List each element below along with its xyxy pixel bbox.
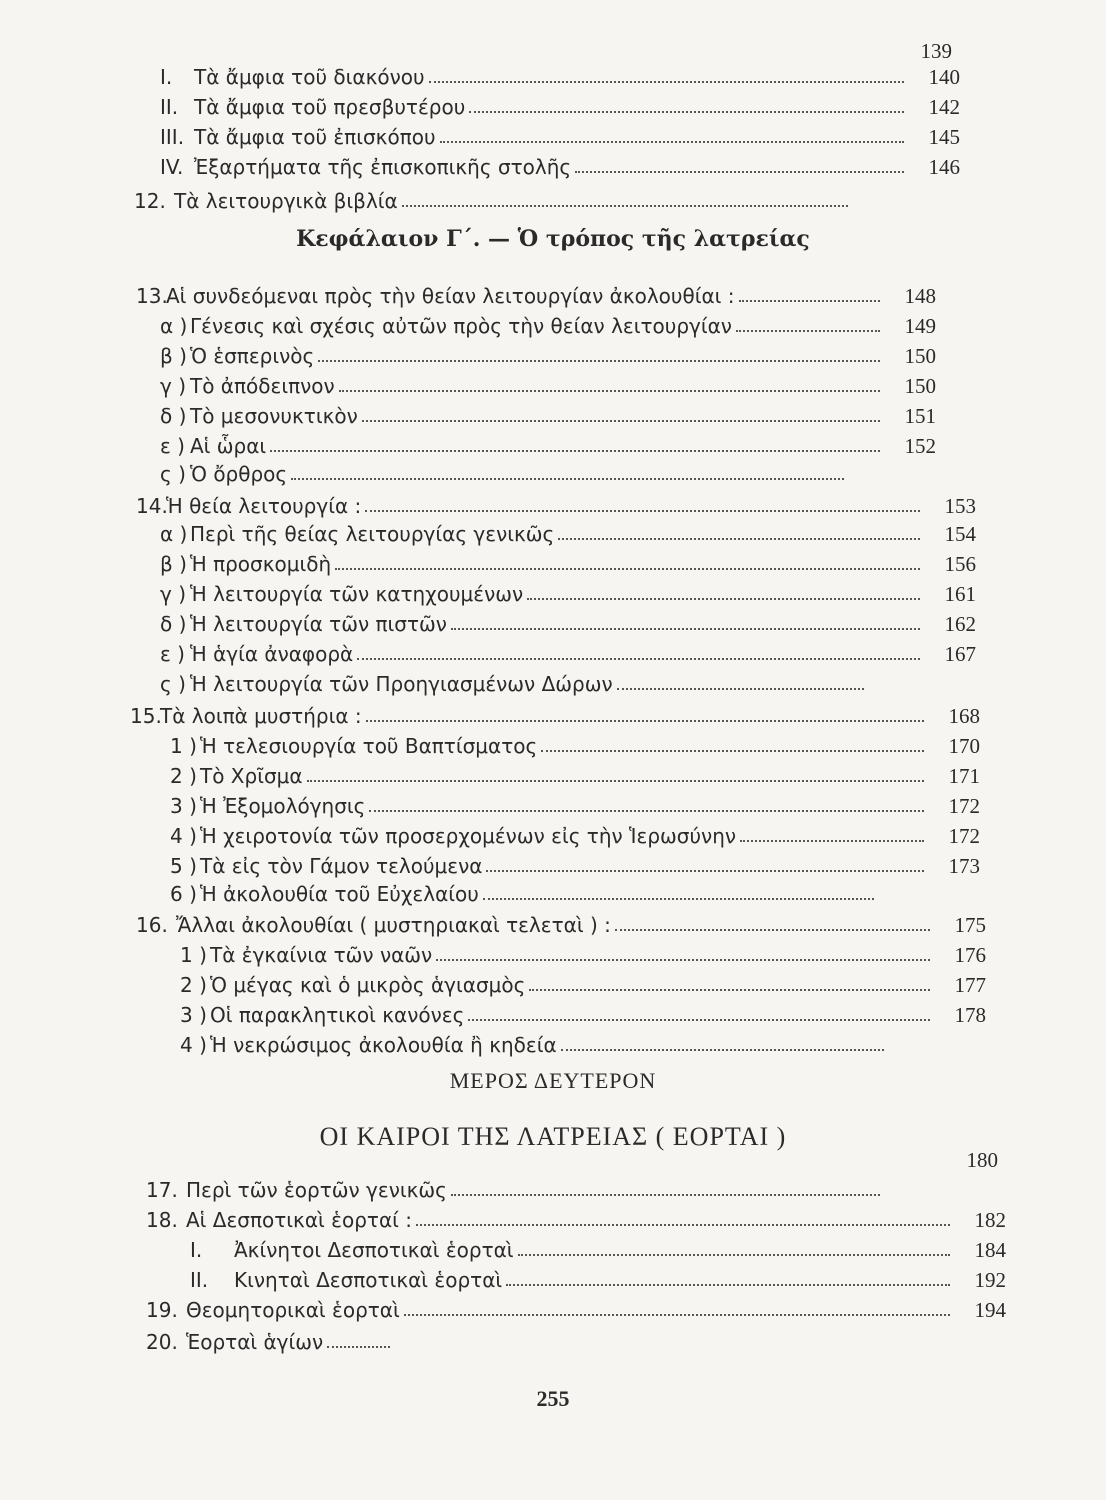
page-ref: 176 [954,943,986,967]
leader-dots [506,1284,950,1286]
entry-title: Ἑορταὶ ἁγίων [186,1330,324,1354]
entry-title: Τὸ μεσονυκτικὸν [190,404,358,428]
leader-dots [527,598,920,600]
entry-number: α ) [160,314,188,338]
entry-title: Τὸ Χρῖσμα [200,764,303,788]
entry-number: 15. [130,704,162,728]
entry-title: Ἀκίνητοι Δεσποτικαὶ ἑορταὶ [234,1238,514,1262]
page-ref: 184 [974,1238,1006,1262]
toc-entry [160,313,936,339]
entry-number: δ ) [160,404,187,428]
entry-number: 2 ) [170,764,197,788]
leader-dots [518,1254,950,1256]
leader-dots [736,330,880,332]
leader-dots [366,720,924,722]
toc-entry [160,581,976,607]
page-ref: 194 [974,1298,1006,1322]
toc-entry [160,521,976,547]
entry-number: 6 ) [170,882,197,906]
leader-dots [740,840,924,842]
entry-title: Αἱ συνδεόμεναι πρὸς τὴν θείαν λειτουργίαν ἀκολουθίαι : [166,284,735,308]
entry-title: Ἡ λειτουργία τῶν πιστῶν [190,612,447,636]
leader-dots [486,870,924,872]
page-ref: 175 [954,913,986,937]
page-ref: 168 [948,704,980,728]
toc-entry [146,1207,1006,1233]
toc-entry [180,1002,986,1028]
entry-number: I. [160,65,173,89]
entry-title: Ἡ ἀκολουθία τοῦ Εὐχελαίου [200,882,479,906]
page-ref-mid: 180 [966,1148,998,1172]
leader-dots [483,898,874,900]
toc-entry [136,493,976,519]
toc-entry [160,94,960,120]
page-ref: 154 [944,522,976,546]
entry-title: Ὁ ἑσπερινὸς [190,344,315,368]
entry-number: 14. [136,494,168,518]
entry-number: α ) [160,522,188,546]
leader-dots [416,1224,950,1226]
entry-title: Ἡ ἁγία ἀναφορὰ [190,642,354,666]
toc-entry [146,1177,936,1203]
toc-entry [130,703,980,729]
leader-dots [339,390,880,392]
page-ref: 167 [944,642,976,666]
toc-entry [170,733,980,759]
chapter-title: Κεφάλαιον Γ΄. — Ὁ τρόπος τῆς λατρείας [296,226,810,252]
page-ref: 177 [954,973,986,997]
leader-dots [291,478,844,480]
leader-dots [369,810,924,812]
leader-dots [529,989,930,991]
entry-number: 12. [134,189,166,213]
toc-entry [160,551,976,577]
leader-dots [335,568,920,570]
toc-entry [160,373,936,399]
leader-dots [307,780,924,782]
entry-number: 18. [146,1208,178,1232]
entry-number: 1 ) [170,734,197,758]
entry-number: γ ) [160,582,186,606]
toc-entry [146,1297,1006,1323]
leader-dots [362,420,880,422]
page-ref: 148 [904,284,936,308]
leader-dots [365,510,920,512]
page-ref: 162 [944,612,976,636]
toc-entry [170,793,980,819]
page-ref: 156 [944,552,976,576]
entry-title: Ἐξαρτήματα τῆς ἐπισκοπικῆς στολῆς [194,155,572,179]
toc-entry [136,283,936,309]
toc-entry [170,823,980,849]
toc-entry [160,461,900,487]
toc-entry [160,433,936,459]
toc-entry [190,1237,1006,1263]
entry-title: Αἱ Δεσποτικαὶ ἑορταί : [186,1208,412,1232]
entry-title: Τὰ λοιπὰ μυστήρια : [160,704,362,728]
page-number: 255 [536,1386,570,1411]
leader-dots [451,628,920,630]
entry-number: 4 ) [180,1033,207,1057]
leader-dots [440,141,904,143]
entry-number: ε ) [160,642,185,666]
entry-title: Ὁ μέγας καὶ ὁ μικρὸς ἁγιασμὸς [210,973,526,997]
entry-title: Περὶ τῶν ἑορτῶν γενικῶς [186,1178,447,1202]
toc-entry [160,641,976,667]
entry-number: ς ) [160,672,186,696]
page-ref: 192 [974,1268,1006,1292]
page-ref: 146 [928,155,960,179]
entry-title: Ἡ προσκομιδὴ [190,552,332,576]
entry-number: ς ) [160,462,186,486]
page-ref: 152 [904,434,936,458]
page-ref: 182 [974,1208,1006,1232]
leader-dots [617,688,864,690]
entry-title: Τὸ ἀπόδειπνον [190,374,335,398]
entry-title: Αἱ ὧραι [190,434,267,458]
entry-number: I. [190,1238,203,1262]
entry-number: 19. [146,1298,178,1322]
section-title: ΟΙ ΚΑΙΡΟΙ ΤΗΣ ΛΑΤΡΕΙΑΣ ( ΕΟΡΤΑΙ ) [319,1122,787,1151]
toc-entry [160,611,976,637]
toc-entry [134,188,904,214]
entry-title: Τὰ εἰς τὸν Γάμον τελούμενα [200,854,483,878]
entry-title: Τὰ ἄμφια τοῦ πρεσβυτέρου [194,95,466,119]
entry-title: Ἡ χειροτονία τῶν προσερχομένων εἰς τὴν Ἱερωσύνην [200,824,737,848]
page-ref: 170 [948,734,980,758]
entry-title: Τὰ ἄμφια τοῦ ἐπισκόπου [194,125,436,149]
entry-title: Τὰ λειτουργικὰ βιβλία [174,189,398,213]
entry-title: Τὰ ἐγκαίνια τῶν ναῶν [210,943,433,967]
page-ref: 161 [944,582,976,606]
page-ref: 150 [904,374,936,398]
entry-title: Οἱ παρακλητικοὶ κανόνες [210,1003,465,1027]
entry-number: β ) [160,552,187,576]
leader-dots [357,658,920,660]
entry-title: Γένεσις καὶ σχέσις αὐτῶν πρὸς τὴν θείαν λειτουργίαν [190,314,732,338]
leader-dots [615,929,930,931]
page-ref: 151 [904,404,936,428]
leader-dots [402,205,848,207]
toc-entry [170,881,930,907]
page-ref: 142 [928,95,960,119]
leader-dots [451,1194,880,1196]
toc-entry [160,124,960,150]
entry-number: 16. [136,913,168,937]
toc-entry [136,912,986,938]
entry-title: Ἡ λειτουργία τῶν Προηγιασμένων Δώρων [190,672,613,696]
toc-entry [160,403,936,429]
toc-entry [170,763,980,789]
entry-title: Ἡ τελεσιουργία τοῦ Βαπτίσματος [200,734,538,758]
toc-entry [170,853,980,879]
page-ref: 173 [948,854,980,878]
entry-number: 4 ) [170,824,197,848]
toc-entry [160,64,960,90]
toc-entry [190,1267,1006,1293]
entry-title: Κινηταὶ Δεσποτικαὶ ἑορταὶ [234,1268,503,1292]
page-ref: 140 [928,65,960,89]
leader-dots [327,1346,390,1348]
part-title: ΜΕΡΟΣ ΔΕΥΤΕΡΟΝ [449,1068,657,1093]
entry-number: 5 ) [170,854,197,878]
toc-entry [160,671,920,697]
entry-number: 3 ) [170,794,197,818]
page-ref: 172 [948,824,980,848]
toc-entry [180,1032,940,1058]
page-ref: 150 [904,344,936,368]
entry-title: Ἄλλαι ἀκολουθίαι ( μυστηριακαὶ τελεταὶ ) : [176,913,611,937]
entry-title: Ὁ ὄρθρος [190,462,288,486]
toc-entry [160,154,960,180]
leader-dots [739,300,880,302]
page-ref: 178 [954,1003,986,1027]
entry-number: II. [190,1268,209,1292]
entry-number: IV. [160,155,184,179]
entry-number: 17. [146,1178,178,1202]
page-ref: 153 [944,494,976,518]
entry-number: ε ) [160,434,185,458]
toc-entry [160,343,936,369]
entry-number: 20. [146,1330,178,1354]
entry-number: δ ) [160,612,187,636]
page-ref: 172 [948,794,980,818]
leader-dots [404,1314,950,1316]
toc-entry [146,1329,446,1355]
leader-dots [561,1049,884,1051]
entry-title: Περὶ τῆς θείας λειτουργίας γενικῶς [190,522,555,546]
leader-dots [270,450,880,452]
leader-dots [318,360,880,362]
entry-number: γ ) [160,374,186,398]
entry-number: 13. [136,284,168,308]
entry-number: β ) [160,344,187,368]
entry-title: Τὰ ἄμφια τοῦ διακόνου [194,65,425,89]
leader-dots [429,81,904,83]
leader-dots [468,1019,930,1021]
entry-title: Ἡ Ἐξομολόγησις [200,794,366,818]
page-ref-top: 139 [920,39,952,63]
page-ref: 171 [948,764,980,788]
entry-title: Ἡ λειτουργία τῶν κατηχουμένων [190,582,524,606]
page-ref: 149 [904,314,936,338]
leader-dots [558,538,920,540]
entry-number: 2 ) [180,973,207,997]
leader-dots [436,959,930,961]
entry-title: Ἡ νεκρώσιμος ἀκολουθία ἢ κηδεία [210,1033,557,1057]
entry-number: III. [160,125,185,149]
toc-entry [180,972,986,998]
entry-title: Ἡ θεία λειτουργία : [166,494,362,518]
leader-dots [575,171,904,173]
entry-number: 3 ) [180,1003,207,1027]
leader-dots [469,111,904,113]
entry-title: Θεομητορικαὶ ἑορταὶ [186,1298,400,1322]
leader-dots [541,750,924,752]
toc-entry [180,942,986,968]
entry-number: 1 ) [180,943,207,967]
page-ref: 145 [928,125,960,149]
entry-number: II. [160,95,179,119]
